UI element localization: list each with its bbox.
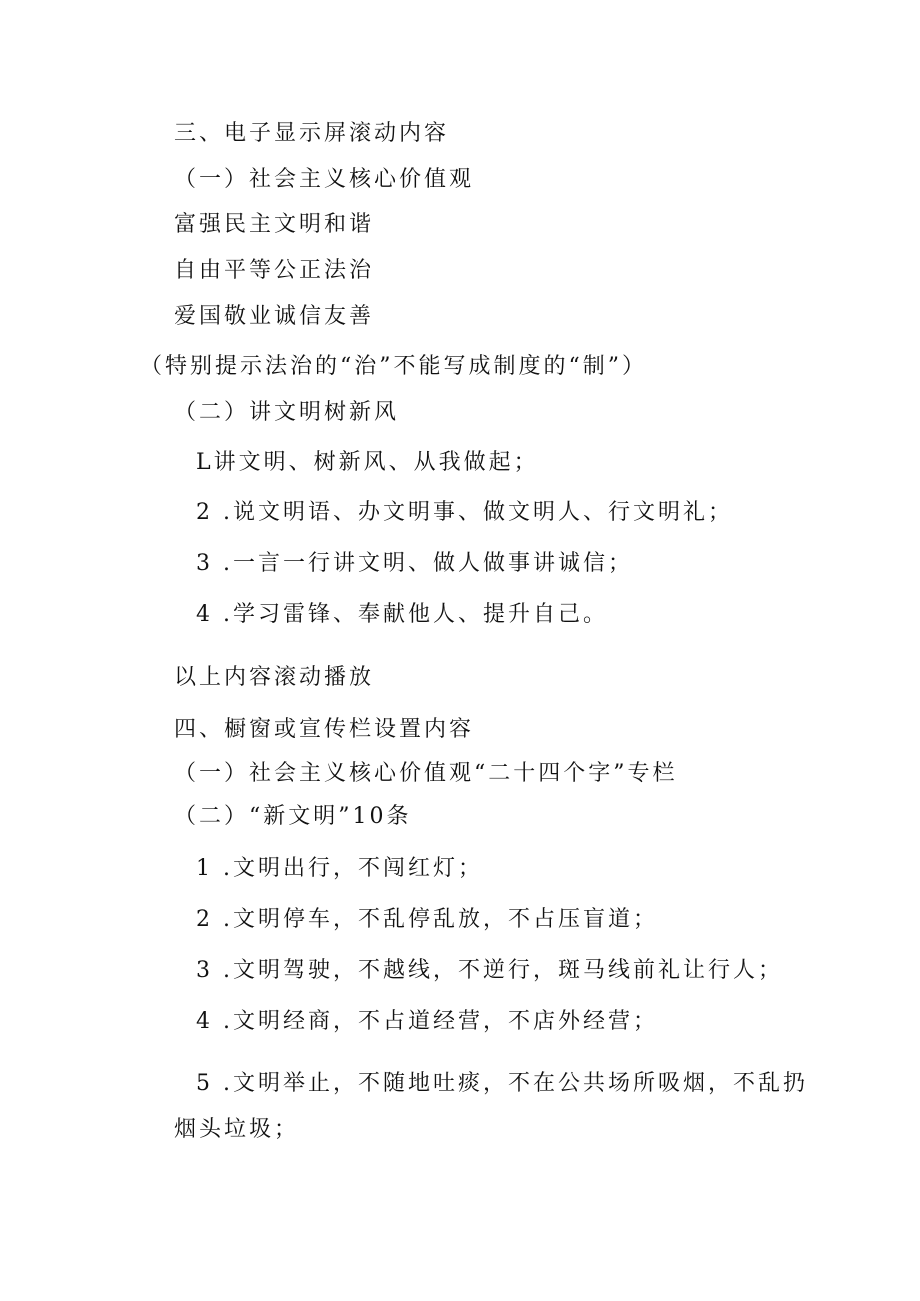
civility-item-3: 3 .文明驾驶，不越线，不逆行，斑马线前礼让行人； [196,958,783,983]
civility-item-4: 4 .文明经商，不占道经营，不店外经营； [196,1009,658,1034]
slogan-3: 3 .一言一行讲文明、做人做事讲诚信； [196,551,633,576]
civility-item-5-line-1: 5 .文明举止，不随地吐痰，不在公共场所吸烟，不乱扔 [196,1071,808,1096]
sub-heading-24-characters: （一）社会主义核心价值观“二十四个字”专栏 [174,761,678,786]
scroll-note: 以上内容滚动播放 [174,665,375,690]
special-note: （特别提示法治的“治”不能写成制度的“制”） [140,354,647,379]
sub-heading-core-values: （一）社会主义核心价值观 [174,167,475,192]
sub-heading-civility: （二）讲文明树新风 [174,400,400,425]
civility-item-5-line-2: 烟头垃圾； [174,1117,300,1142]
sub-heading-new-civility: （二）“新文明”10条 [174,804,412,829]
section-4-heading: 四、橱窗或宣传栏设置内容 [174,717,475,742]
civility-item-1: 1 .文明出行，不闯红灯； [196,856,483,881]
slogan-2: 2 .说文明语、办文明事、做文明人、行文明礼； [196,500,733,525]
slogan-4: 4 .学习雷锋、奉献他人、提升自己。 [196,602,608,627]
value-line-2: 自由平等公正法治 [174,258,375,283]
civility-item-2: 2 .文明停车，不乱停乱放，不占压盲道； [196,907,658,932]
section-3-heading: 三、电子显示屏滚动内容 [174,121,450,146]
value-line-3: 爱国敬业诚信友善 [174,304,375,329]
value-line-1: 富强民主文明和谐 [174,212,375,237]
slogan-1: L讲文明、树新风、从我做起； [196,450,539,475]
